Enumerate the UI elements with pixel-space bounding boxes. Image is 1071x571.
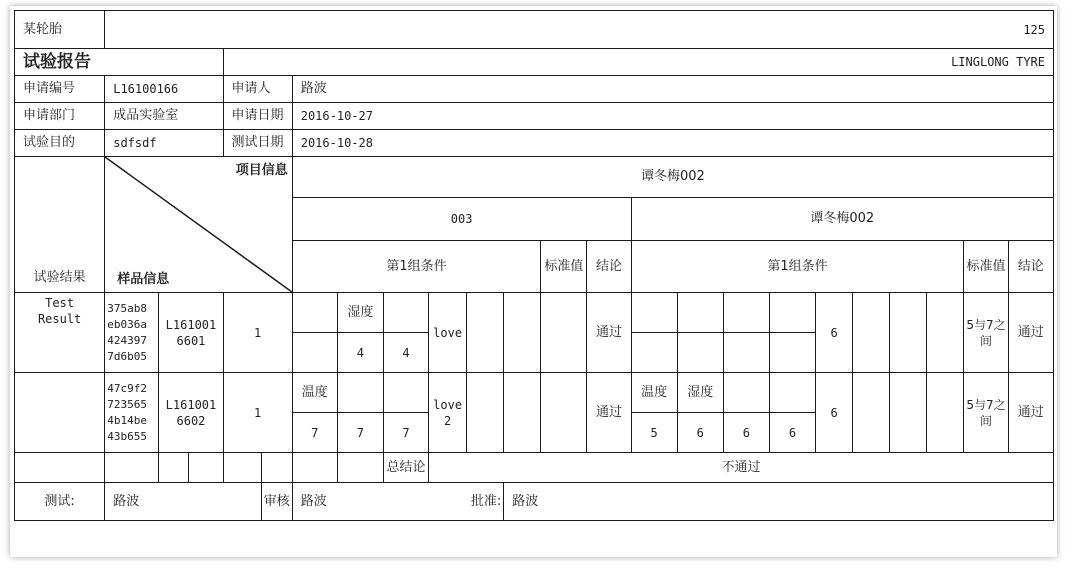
approver-value: 路波 [504, 483, 1054, 521]
cell-a2 [337, 373, 383, 413]
apply-dept-value: 成品实验室 [105, 103, 223, 130]
tester-value: 路波 [105, 483, 261, 521]
cell-a6 [504, 293, 541, 373]
applicant-label: 申请人 [223, 76, 292, 103]
empty-cell [223, 453, 261, 483]
cell-b5: 6 [816, 293, 853, 373]
cell-a3: 4 [383, 333, 428, 373]
sub-group-a: 003 [292, 198, 631, 241]
cell-a3 [383, 373, 428, 413]
cell-b2: 湿度 [677, 373, 723, 413]
cell-a1: 温度 [292, 373, 337, 413]
cell-b7 [890, 373, 927, 453]
diagonal-header [105, 157, 292, 293]
empty-cell [159, 453, 189, 483]
cell-b6 [853, 293, 890, 373]
sample-info-label: 样品信息 [117, 272, 170, 287]
apply-date-label: 申请日期 [223, 103, 292, 130]
result-a: 通过 [587, 373, 631, 453]
result-b: 通过 [1008, 373, 1053, 453]
empty-cell [292, 453, 337, 483]
cell-b4 [769, 373, 815, 413]
report-title: 试验报告 [15, 49, 224, 76]
cell-b8 [927, 293, 964, 373]
cell-b1: 5 [631, 413, 677, 453]
test-result-en-line2: Result [37, 312, 82, 326]
love-cell: love [429, 293, 467, 373]
page-number: 125 [105, 11, 1054, 49]
condition-b: 第1组条件 [631, 241, 964, 293]
brand-name: LINGLONG TYRE [223, 49, 1053, 76]
test-date-value: 2016-10-28 [292, 130, 1053, 157]
conclusion-b: 结论 [1008, 241, 1053, 293]
sample-hash: 375ab8 eb036a 424397 7d6b05 [105, 293, 159, 373]
result-a: 通过 [587, 293, 631, 373]
sample-code: L161001 6602 [159, 373, 223, 453]
cell-a2: 湿度 [337, 293, 383, 333]
empty-cell [261, 453, 292, 483]
cell-a5 [467, 293, 504, 373]
test-report-table [14, 10, 1054, 521]
total-conclusion-value: 不通过 [429, 453, 1054, 483]
test-result-en-line1: Test [45, 296, 75, 310]
reviewer-value: 路波 [292, 483, 466, 521]
empty-cell [337, 453, 383, 483]
sample-qty: 1 [223, 373, 292, 453]
cell-b1 [631, 293, 677, 333]
standard-a-value [541, 373, 587, 453]
cell-b4: 6 [769, 413, 815, 453]
cell-b3: 6 [723, 413, 769, 453]
cell-b6 [853, 373, 890, 453]
cell-b3 [723, 333, 769, 373]
sample-code: L161001 6601 [159, 293, 223, 373]
cell-b3 [723, 373, 769, 413]
cell-b3 [723, 293, 769, 333]
condition-a: 第1组条件 [292, 241, 541, 293]
test-date-label: 测试日期 [223, 130, 292, 157]
cell-a5 [467, 373, 504, 453]
cell-b2: 6 [677, 413, 723, 453]
empty-cell [189, 453, 223, 483]
cell-a6 [504, 373, 541, 453]
sample-qty: 1 [223, 293, 292, 373]
reviewer-label: 审核 [261, 483, 292, 521]
cell-b4 [769, 293, 815, 333]
cell-a1: 7 [292, 413, 337, 453]
tester-label: 测试: [15, 483, 105, 521]
apply-date-value: 2016-10-27 [292, 103, 1053, 130]
sub-group-b: 谭冬梅002 [631, 198, 1053, 241]
cell-a1 [292, 293, 337, 333]
approver-label: 批准: [467, 483, 504, 521]
standard-b-value: 5与7之间 [964, 293, 1008, 373]
love-cell: love 2 [429, 373, 467, 453]
empty-cell [15, 453, 105, 483]
apply-no-value: L16100166 [105, 76, 223, 103]
cell-b1: 温度 [631, 373, 677, 413]
test-purpose-value: sdfsdf [105, 130, 223, 157]
standard-a: 标准值 [541, 241, 587, 293]
standard-b: 标准值 [964, 241, 1008, 293]
cell-b1 [631, 333, 677, 373]
cell-b4 [769, 333, 815, 373]
tire-label: 某轮胎 [15, 11, 105, 49]
standard-a-value [541, 293, 587, 373]
cell-a2: 7 [337, 413, 383, 453]
item-info-label: 项目信息 [235, 163, 288, 178]
standard-b-value: 5与7之间 [964, 373, 1008, 453]
result-b: 通过 [1008, 293, 1053, 373]
empty-label-cell [15, 373, 105, 453]
empty-cell [105, 453, 159, 483]
sample-hash: 47c9f2 723565 4b14be 43b655 [105, 373, 159, 453]
test-result-en-label [15, 293, 105, 373]
applicant-value: 路波 [292, 76, 1053, 103]
cell-a1 [292, 333, 337, 373]
test-result-label: 试验结果 [15, 157, 105, 293]
cell-b7 [890, 293, 927, 373]
total-conclusion-label: 总结论 [383, 453, 428, 483]
cell-a2: 4 [337, 333, 383, 373]
apply-no-label: 申请编号 [15, 76, 105, 103]
group-title: 谭冬梅002 [292, 157, 1053, 198]
apply-dept-label: 申请部门 [15, 103, 105, 130]
test-purpose-label: 试验目的 [15, 130, 105, 157]
cell-b2 [677, 333, 723, 373]
conclusion-a: 结论 [587, 241, 631, 293]
cell-b5: 6 [816, 373, 853, 453]
cell-a3 [383, 293, 428, 333]
cell-a3: 7 [383, 413, 428, 453]
cell-b2 [677, 293, 723, 333]
cell-b8 [927, 373, 964, 453]
